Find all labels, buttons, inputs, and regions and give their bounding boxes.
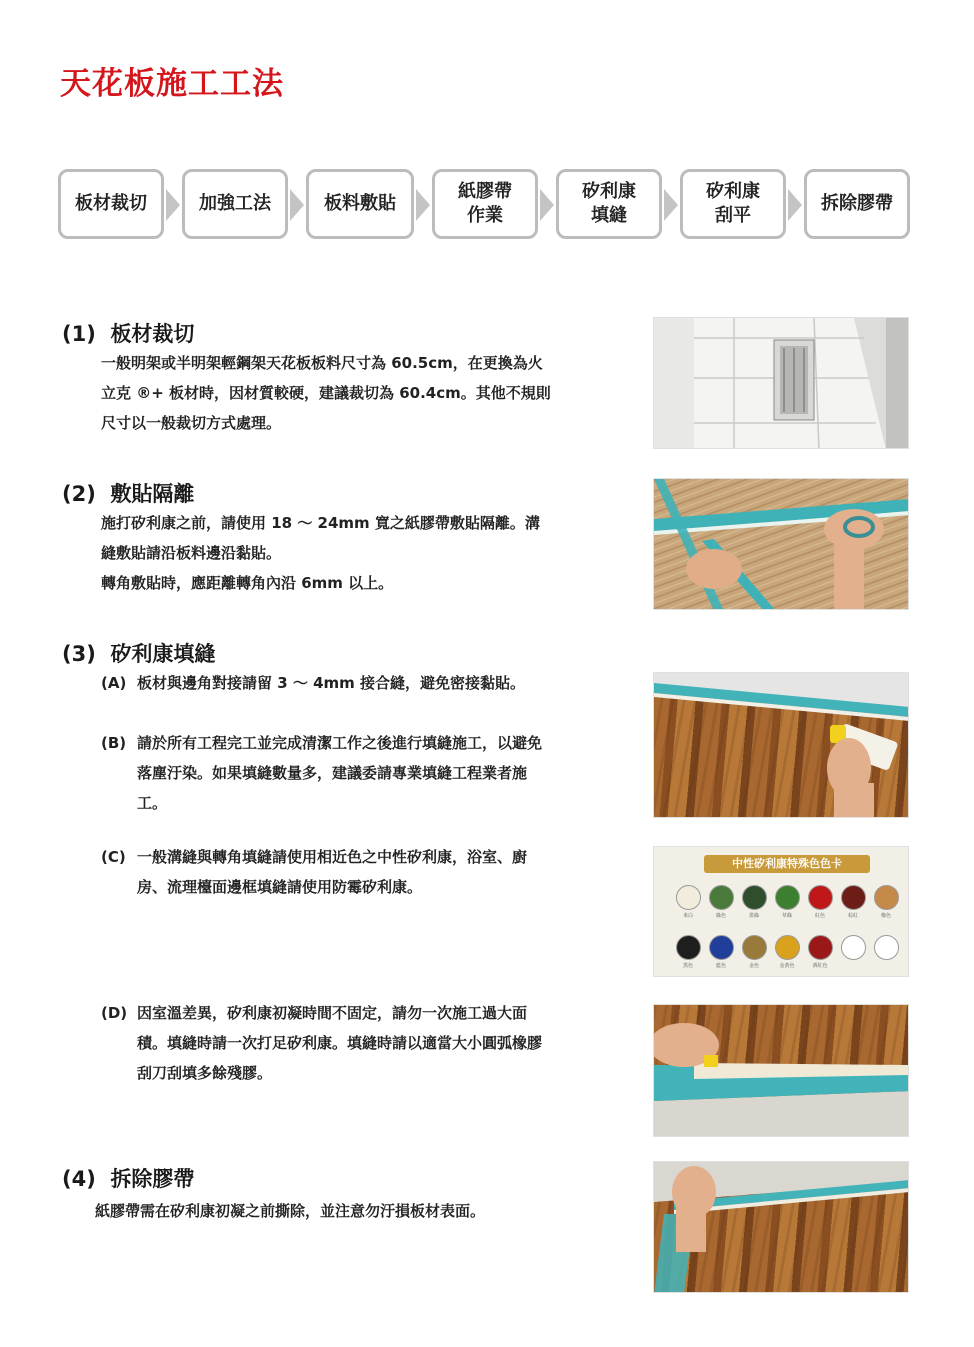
paragraph-line: 尺寸以一般裁切方式處理。 xyxy=(101,414,282,432)
section-heading-1 xyxy=(62,318,194,348)
paragraph-line: 一般明架或半明架輕鋼架天花板板料尺寸為 60.5cm，在更換為火 xyxy=(101,354,543,372)
section-number: (3) xyxy=(62,642,96,666)
paragraph-line: 立克 ®+ 板材時，因材質較硬，建議裁切為 60.4cm。其他不規則 xyxy=(101,384,551,402)
flow-arrow-icon xyxy=(166,189,180,221)
sub-item-d xyxy=(101,998,631,1090)
color-card-photo xyxy=(653,846,909,977)
flow-arrow-icon xyxy=(416,189,430,221)
scraping-illustration xyxy=(654,1005,909,1137)
sub-item-label: (B) xyxy=(101,734,127,752)
color-swatch xyxy=(841,885,866,910)
section-heading-3 xyxy=(62,638,215,668)
section-title: 矽利康填縫 xyxy=(110,642,216,666)
color-swatch-label: 藍色 xyxy=(715,963,726,969)
paragraph-line: 落塵汙染。如果填縫數量多，建議委請專業填縫工程業者施 xyxy=(137,764,528,782)
sub-item-label: (D) xyxy=(101,1004,128,1022)
color-swatch xyxy=(775,935,800,960)
section-title: 拆除膠帶 xyxy=(110,1167,195,1191)
color-swatch-label: 黑色 xyxy=(682,963,693,969)
color-swatch-label: 酒紅色 xyxy=(812,963,828,969)
color-swatch xyxy=(841,935,866,960)
sub-item-text xyxy=(137,668,525,698)
ceiling-photo xyxy=(653,317,909,449)
sub-item-b xyxy=(101,728,631,820)
color-swatch xyxy=(874,885,899,910)
ceiling-illustration xyxy=(654,318,909,449)
sub-item-text xyxy=(137,842,527,902)
flow-step-5 xyxy=(556,169,662,239)
sub-item-a xyxy=(101,668,631,698)
page-title: 天花板施工工法 xyxy=(60,66,284,102)
flow-arrow-icon xyxy=(788,189,802,221)
paragraph-line: 一般溝縫與轉角填縫請使用相近色之中性矽利康，浴室、廚 xyxy=(137,848,528,866)
color-swatch-label: 草綠 xyxy=(781,913,792,919)
color-swatch xyxy=(709,885,734,910)
process-flow xyxy=(58,169,910,243)
scraping-photo xyxy=(653,1004,909,1137)
flow-arrow-icon xyxy=(290,189,304,221)
paragraph-line: 積。填縫時請一次打足矽利康。填縫時請以適當大小圓弧橡膠 xyxy=(137,1034,543,1052)
flow-step-label: 板材裁切 xyxy=(75,193,147,214)
flow-arrow-icon xyxy=(664,189,678,221)
sub-item-label: (A) xyxy=(101,674,127,692)
flow-arrow-icon xyxy=(540,189,554,221)
color-swatch-label: 綠色 xyxy=(715,913,726,919)
section-number: (1) xyxy=(62,322,96,346)
section-title: 敷貼隔離 xyxy=(110,482,195,506)
paragraph-line: 房、流理檯面邊框填縫請使用防霉矽利康。 xyxy=(137,878,423,896)
flow-step-label: 拆除膠帶 xyxy=(821,193,893,214)
section-heading-2 xyxy=(62,478,194,508)
silicone-fill-photo xyxy=(653,672,909,818)
paragraph-line: 請於所有工程完工並完成清潔工作之後進行填縫施工，以避免 xyxy=(137,734,543,752)
flow-step-1 xyxy=(58,169,164,239)
flow-step-7 xyxy=(804,169,910,239)
color-swatch-label: 棕紅 xyxy=(847,913,858,919)
section-title: 板材裁切 xyxy=(110,322,195,346)
remove-tape-photo xyxy=(653,1161,909,1293)
taping-photo xyxy=(653,478,909,610)
color-swatch xyxy=(775,885,800,910)
color-swatch xyxy=(808,885,833,910)
paragraph-line: 因室溫差異，矽利康初凝時間不固定，請勿一次施工過大面 xyxy=(137,1004,528,1022)
section-2-body xyxy=(101,508,631,598)
paragraph-line: 紙膠帶需在矽利康初凝之前撕除，並注意勿汙損板材表面。 xyxy=(95,1202,486,1220)
sub-item-c xyxy=(101,842,631,904)
flow-step-label: 矽利康 填縫 xyxy=(582,181,636,226)
flow-step-4 xyxy=(432,169,538,239)
color-swatch xyxy=(808,935,833,960)
color-swatch xyxy=(709,935,734,960)
color-swatch xyxy=(676,885,701,910)
color-swatch xyxy=(742,885,767,910)
flow-step-3 xyxy=(306,169,414,239)
silicone-fill-illustration xyxy=(654,673,909,818)
sub-item-text xyxy=(137,728,542,818)
paragraph-line: 工。 xyxy=(137,794,168,812)
color-swatch xyxy=(874,935,899,960)
section-4-body xyxy=(95,1196,635,1226)
paragraph-line: 縫敷貼請沿板料邊沿黏貼。 xyxy=(101,544,282,562)
sub-item-label: (C) xyxy=(101,848,126,866)
paragraph-line: 板材與邊角對接請留 3 ～ 4mm 接合縫，避免密接黏貼。 xyxy=(137,674,526,692)
color-swatch-label: 橡色 xyxy=(880,913,891,919)
color-swatch xyxy=(742,935,767,960)
color-swatch-label: 墨綠 xyxy=(748,913,759,919)
section-number: (2) xyxy=(62,482,96,506)
section-number: (4) xyxy=(62,1167,96,1191)
paragraph-line: 轉角敷貼時，應距離轉角內沿 6mm 以上。 xyxy=(101,574,394,592)
flow-step-2 xyxy=(182,169,288,239)
paragraph-line: 施打矽利康之前，請使用 18 ～ 24mm 寬之紙膠帶敷貼隔離。溝 xyxy=(101,514,540,532)
color-swatch-label: 金黃色 xyxy=(779,963,795,969)
flow-step-6 xyxy=(680,169,786,239)
flow-step-label: 加強工法 xyxy=(199,193,271,214)
paragraph-line: 刮刀刮填多餘殘膠。 xyxy=(137,1064,273,1082)
color-card-title: 中性矽利康特殊色色卡 xyxy=(704,855,870,873)
color-swatch-label: 紅色 xyxy=(814,913,825,919)
taping-illustration xyxy=(654,479,909,610)
section-1-body xyxy=(101,348,631,438)
color-swatch-label: 金色 xyxy=(748,963,759,969)
remove-tape-illustration xyxy=(654,1162,909,1293)
section-heading-4 xyxy=(62,1163,194,1193)
sub-item-text xyxy=(137,998,542,1088)
flow-step-label: 板料敷貼 xyxy=(324,193,396,214)
color-swatch-label: 米白 xyxy=(682,913,693,919)
flow-step-label: 矽利康 刮平 xyxy=(706,181,760,226)
flow-step-label: 紙膠帶 作業 xyxy=(458,181,512,226)
color-swatch xyxy=(676,935,701,960)
